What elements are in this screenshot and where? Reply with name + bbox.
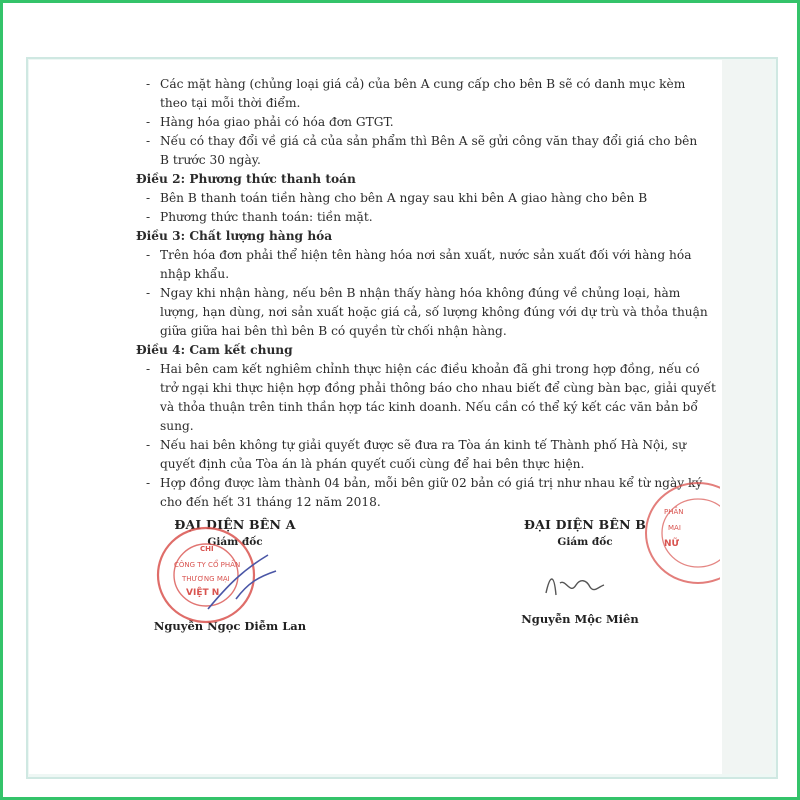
party-b-signature-scribble bbox=[540, 565, 610, 605]
clause-text-line: B trước 30 ngày. bbox=[160, 153, 261, 167]
clause-text-line: và thỏa thuận trên tinh thần hợp tác kinh doanh. Nếu cần có thể ký kết các văn bản bổ bbox=[160, 400, 698, 414]
clause-text-line: Hàng hóa giao phải có hóa đơn GTGT. bbox=[160, 115, 394, 129]
bullet-dash: - bbox=[146, 248, 151, 262]
clause-text-line: lượng, hạn dùng, nơi sản xuất hoặc giá cả, số lượng không đúng với dự trù và thỏa thuận bbox=[160, 305, 708, 319]
party-a-stamp-line-4: VIỆT N bbox=[186, 588, 220, 598]
paper-edge bbox=[722, 60, 772, 774]
clause-item bbox=[136, 113, 671, 132]
section-heading bbox=[136, 341, 671, 360]
clause-item bbox=[136, 189, 671, 208]
bullet-dash: - bbox=[146, 438, 151, 452]
clause-text-line: Nếu hai bên không tự giải quyết được sẽ đưa ra Tòa án kinh tế Thành phố Hà Nội, sự bbox=[160, 438, 687, 452]
bullet-dash: - bbox=[146, 362, 151, 376]
heading-text: Điều 4: Cam kết chung bbox=[136, 343, 293, 357]
bullet-dash: - bbox=[146, 191, 151, 205]
clause-text-line: cho đến hết 31 tháng 12 năm 2018. bbox=[160, 495, 381, 509]
clause-item bbox=[136, 436, 687, 474]
clause-item bbox=[136, 284, 708, 341]
clause-item bbox=[136, 246, 692, 284]
clause-text-line: theo tại mỗi thời điểm. bbox=[160, 96, 301, 110]
clause-text-line: nhập khẩu. bbox=[160, 267, 230, 281]
party-b-name: Nguyễn Mộc Miên bbox=[521, 612, 639, 626]
clause-item bbox=[136, 360, 716, 436]
clause-text-line: trở ngại khi thực hiện hợp đồng phải thông báo cho nhau biết để cùng bàn bạc, giải quyết bbox=[160, 381, 716, 395]
party-a-company-stamp bbox=[148, 525, 288, 625]
heading-text: Điều 3: Chất lượng hàng hóa bbox=[136, 229, 333, 243]
bullet-dash: - bbox=[146, 134, 151, 148]
clause-text-line: giữa giữa hai bên thì bên B có quyền từ chối nhận hàng. bbox=[160, 324, 507, 338]
clause-text-line: Nếu có thay đổi về giá cả của sản phẩm thì Bên A sẽ gửi công văn thay đổi giá cho bên bbox=[160, 134, 698, 148]
heading-text: Điều 2: Phương thức thanh toán bbox=[136, 172, 356, 186]
bullet-dash: - bbox=[146, 476, 151, 490]
party-a-role: Giám đốc bbox=[207, 536, 263, 548]
party-a-stamp-line-3: THƯƠNG MẠI bbox=[182, 575, 230, 583]
party-b-stamp-line-2: MAI bbox=[668, 524, 681, 532]
clause-text-line: Hai bên cam kết nghiêm chỉnh thực hiện các điều khoản đã ghi trong hợp đồng, nếu có bbox=[160, 362, 700, 376]
clause-text-line: Các mặt hàng (chủng loại giá cả) của bên A cung cấp cho bên B sẽ có danh mục kèm bbox=[160, 77, 686, 91]
party-b-company-stamp bbox=[640, 478, 720, 588]
clause-text-line: sung. bbox=[160, 419, 194, 433]
signature-block-party-b bbox=[520, 517, 650, 548]
clause-item bbox=[136, 208, 671, 227]
bullet-dash: - bbox=[146, 77, 151, 91]
bullet-dash: - bbox=[146, 286, 151, 300]
party-b-title: ĐẠI DIỆN BÊN B bbox=[523, 517, 647, 532]
party-b-stamp-line-1: PHẦN bbox=[664, 508, 684, 516]
clause-text-line: Phương thức thanh toán: tiền mặt. bbox=[160, 210, 373, 224]
bullet-dash: - bbox=[146, 115, 151, 129]
party-a-name: Nguyễn Ngọc Diễm Lan bbox=[153, 619, 307, 633]
party-b-stamp-line-3: NỮ bbox=[664, 539, 680, 549]
party-b-role: Giám đốc bbox=[557, 536, 613, 548]
party-a-title: ĐẠI DIỆN BÊN A bbox=[174, 517, 296, 532]
clause-item bbox=[136, 75, 686, 113]
clause-text-line: Trên hóa đơn phải thể hiện tên hàng hóa nơi sản xuất, nước sản xuất đối với hàng hóa bbox=[160, 248, 692, 262]
party-a-stamp-line-1: CHI bbox=[200, 545, 214, 553]
section-heading bbox=[136, 170, 671, 189]
bullet-dash: - bbox=[146, 210, 151, 224]
clause-text-line: Ngay khi nhận hàng, nếu bên B nhận thấy hàng hóa không đúng về chủng loại, hàm bbox=[160, 286, 681, 300]
clause-item bbox=[136, 132, 698, 170]
clause-text-line: quyết định của Tòa án là phán quyết cuối cùng để hai bên thực hiện. bbox=[160, 457, 585, 471]
section-heading bbox=[136, 227, 671, 246]
clause-text-line: Bên B thanh toán tiền hàng cho bên A ngay sau khi bên A giao hàng cho bên B bbox=[160, 191, 648, 205]
party-a-stamp-line-2: CÔNG TY CỔ PHẦN bbox=[174, 561, 241, 569]
clause-text-line: Hợp đồng được làm thành 04 bản, mỗi bên giữ 02 bản có giá trị như nhau kể từ ngày ký bbox=[160, 476, 703, 490]
